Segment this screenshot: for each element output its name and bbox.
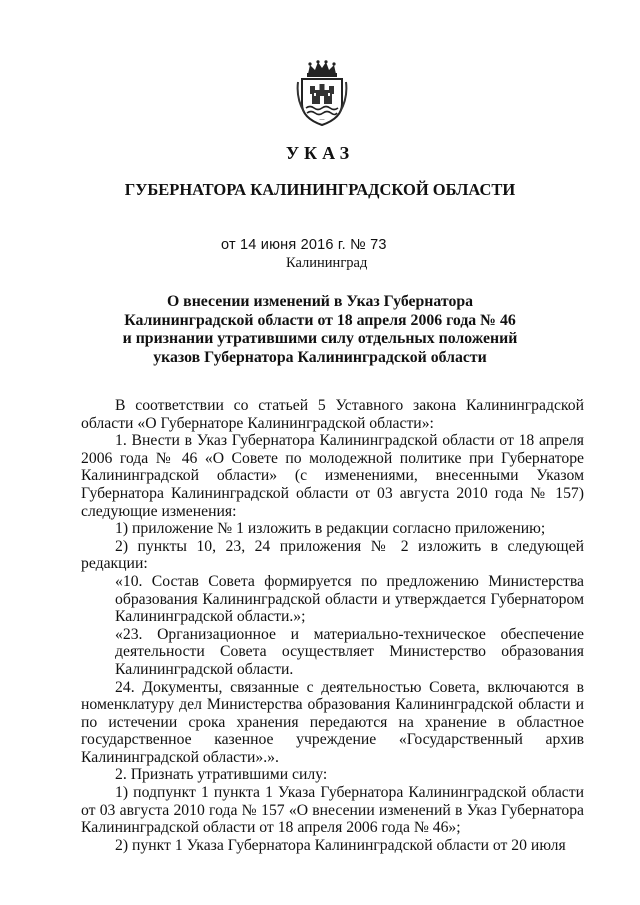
paragraph-item-1: 1. Внести в Указ Губернатора Калининградской области от 18 апреля 2006 года № 46 «О Совете по молодежной политике при Губернаторе Калининградской области» (с изменениями, внесенными Указом Губернатора Калининградской области от 03 августа 2010 года № 157) следующие изменения: — [81, 432, 584, 520]
quoted-point-10: «10. Состав Совета формируется по предложению Министерства образования Калининградской области и утверждается Губернатором Калининградской области.»; — [115, 572, 584, 626]
issuer-title: ГУБЕРНАТОРА КАЛИНИНГРАДСКОЙ ОБЛАСТИ — [124, 180, 516, 199]
coat-of-arms-icon — [296, 60, 348, 126]
document-type: УКАЗ — [285, 143, 355, 163]
document-body — [81, 397, 584, 854]
paragraph-subitem-1: 1) приложение № 1 изложить в редакции согласно приложению; — [115, 520, 546, 538]
subject-line: Калининградской области от 18 апреля 2006 года № 46 — [124, 311, 516, 329]
subject-line: О внесении изменений в Указ Губернатора — [166, 293, 474, 310]
paragraph-subitem-2: 2) пункты 10, 23, 24 приложения № 2 изложить в следующей редакции: — [81, 537, 584, 573]
paragraph-preamble: В соответствии со статьей 5 Уставного закона Калининградской области «О Губернаторе Калининградской области»: — [81, 397, 584, 432]
document-subject — [0, 293, 640, 367]
paragraph-point-24: 24. Документы, связанные с деятельностью Совета, включаются в номенклатуру дел Министерства образования Калининградской области и по истечении срока хранения передаются на хранение в областное государственное казенное учреждение «Государственный архив Калининградской области».». — [81, 678, 584, 766]
paragraph-repeal-2: 2) пункт 1 Указа Губернатора Калининградской области от 20 июля — [115, 836, 566, 854]
svg-text:—: — — [319, 117, 325, 123]
quoted-point-23: «23. Организационное и материально-техническое обеспечение деятельности Совета осуществляет Министерство образования Калининградской области. — [115, 625, 584, 678]
document-date-number: от 14 июня 2016 г. № 73 — [221, 237, 387, 253]
document-city: Калининград — [286, 255, 368, 271]
subject-line: и признании утратившими силу отдельных положений — [122, 330, 518, 348]
paragraph-item-2: 2. Признать утратившими силу: — [115, 766, 328, 784]
subject-line: указов Губернатора Калининградской области — [153, 348, 487, 366]
paragraph-repeal-1: 1) подпункт 1 пункта 1 Указа Губернатора Калининградской области от 03 августа 2010 года № 157 «О внесении изменений в Указ Губернатора Калининградской области от 18 апреля 2006 года № 46»; — [81, 784, 584, 837]
